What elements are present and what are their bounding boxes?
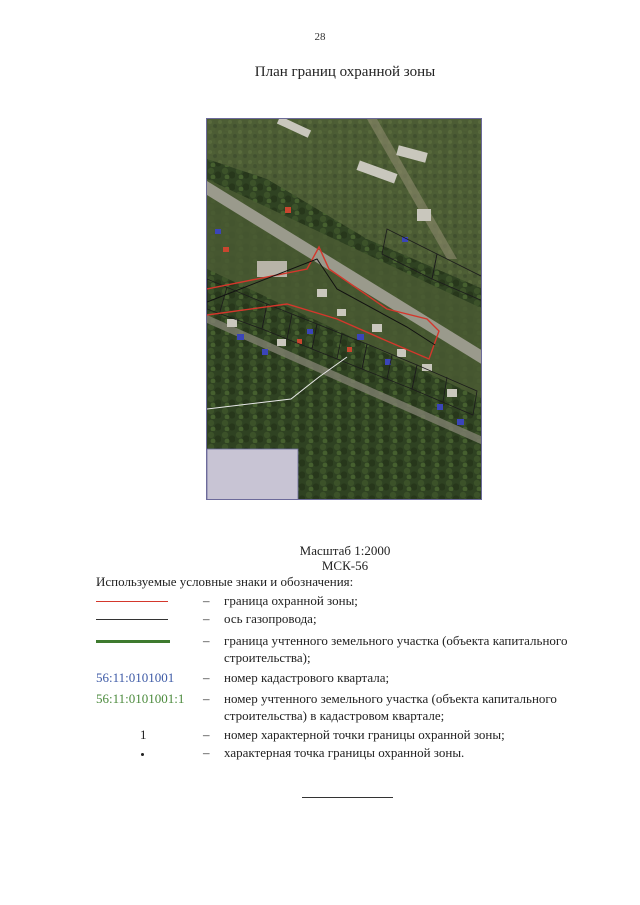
legend-dash: – — [203, 633, 210, 648]
point-number-symbol: 1 — [140, 727, 147, 742]
map-scale: Масштаб 1:2000 — [299, 543, 391, 558]
legend-description: номер характерной точки границы охранной зоны; — [224, 727, 505, 742]
legend-heading: Используемые условные знаки и обозначения: — [96, 574, 354, 589]
legend-description: граница охранной зоны; — [224, 593, 358, 608]
page-number: 28 — [314, 31, 326, 43]
footer-rule — [302, 797, 393, 798]
coordinate-system: МСК-56 — [321, 558, 369, 573]
red-line-symbol — [96, 601, 168, 602]
legend-description: ось газопровода; — [224, 611, 317, 626]
legend-description: номер учтенного земельного участка (объекта капитального строительства) в кадастровом квартале; — [224, 691, 557, 723]
cadastral-quarter-symbol: 56:11:0101001 — [96, 670, 175, 685]
legend-description: характерная точка границы охранной зоны. — [224, 745, 465, 760]
legend-dash: – — [203, 691, 210, 706]
legend-dash: – — [203, 745, 210, 760]
satellite-map — [206, 118, 482, 500]
legend-dash: – — [203, 670, 210, 685]
legend-dash: – — [203, 611, 210, 626]
legend-description: граница учтенного земельного участка (объекта капитального строительства); — [224, 633, 568, 665]
plan-title: План границ охранной зоны — [254, 64, 436, 80]
map-inset-placeholder — [207, 449, 298, 500]
black-line-symbol — [96, 619, 168, 620]
land-plot-number-symbol: 56:11:0101001:1 — [96, 691, 185, 706]
legend-dash: – — [203, 593, 210, 608]
green-line-symbol — [96, 640, 170, 643]
legend-description: номер кадастрового квартала; — [224, 670, 390, 685]
legend-dash: – — [203, 727, 210, 742]
boundary-point-dot-symbol — [141, 753, 144, 756]
